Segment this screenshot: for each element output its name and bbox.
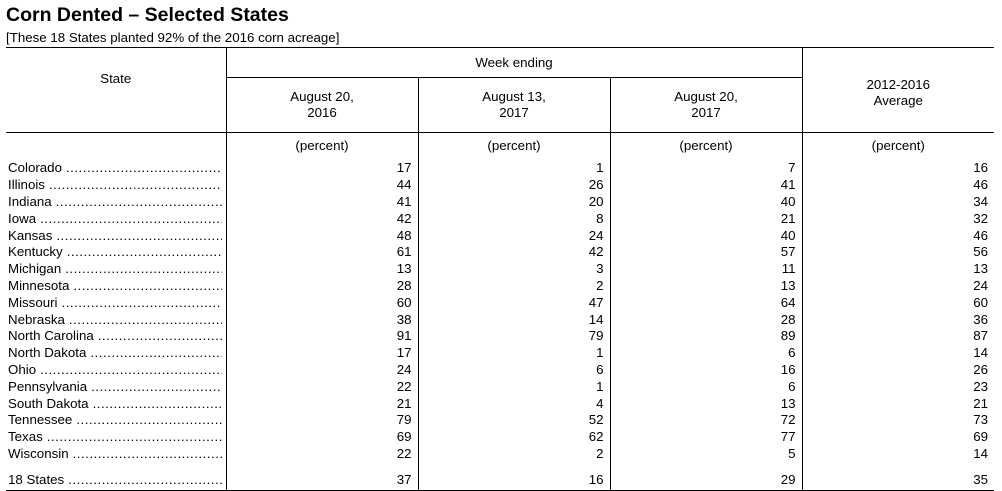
- dot-leader: [98, 328, 222, 344]
- value-cell: 13: [226, 261, 418, 278]
- spacer-row: [6, 462, 994, 472]
- value-cell: 73: [973, 412, 988, 428]
- page-title: Corn Dented – Selected States: [6, 4, 289, 26]
- state-name-cell: [6, 294, 226, 311]
- dot-leader: [91, 379, 221, 395]
- value-cell: 91: [226, 328, 418, 345]
- value-cell: 57: [610, 244, 802, 261]
- value-cell: 21: [973, 395, 988, 411]
- value-cell: 60: [973, 294, 988, 310]
- state-name-cell: [6, 278, 226, 295]
- dot-leader: [69, 312, 222, 328]
- value-cell: 32: [973, 210, 988, 226]
- state-name-cell: [6, 311, 226, 328]
- value-cell: 36: [973, 311, 988, 327]
- value-cell: 61: [226, 244, 418, 261]
- value-cell: 40: [610, 227, 802, 244]
- state-name: 18 States: [8, 472, 65, 488]
- value-cell: 13: [973, 261, 988, 277]
- value-cell: 69: [973, 429, 988, 445]
- value-cell: 89: [610, 328, 802, 345]
- table-row: [6, 446, 994, 463]
- value-cell: 1: [418, 160, 610, 177]
- state-name-cell: [6, 345, 226, 362]
- table-row: [6, 261, 994, 278]
- total-value-cell: 16: [418, 472, 610, 491]
- dot-leader: [67, 244, 222, 260]
- value-cell: 24: [226, 362, 418, 379]
- table-row: [6, 345, 994, 362]
- dot-leader: [62, 295, 222, 311]
- value-cell: 87: [973, 328, 988, 344]
- value-cell: 64: [610, 294, 802, 311]
- dot-leader: [93, 396, 222, 412]
- value-cell: 6: [610, 378, 802, 395]
- table-row: [6, 328, 994, 345]
- date-header-1-line1: August 20,: [290, 89, 354, 105]
- value-cell: 13: [610, 278, 802, 295]
- value-cell: 38: [226, 311, 418, 328]
- value-cell: 47: [418, 294, 610, 311]
- state-name: Nebraska: [8, 311, 65, 327]
- state-name: Minnesota: [8, 277, 70, 293]
- table-row: [6, 362, 994, 379]
- table-row: [6, 429, 994, 446]
- value-cell: 56: [973, 244, 988, 260]
- dot-leader: [40, 211, 221, 227]
- state-name: Tennessee: [8, 412, 73, 428]
- average-header-line2: Average: [873, 93, 923, 108]
- value-cell: 79: [418, 328, 610, 345]
- value-cell: 2: [418, 446, 610, 463]
- state-name-cell: [6, 412, 226, 429]
- state-name: Iowa: [8, 210, 37, 226]
- state-name-cell: [6, 177, 226, 194]
- state-name-cell: [6, 446, 226, 463]
- value-cell: 69: [226, 429, 418, 446]
- state-name: North Dakota: [8, 345, 87, 361]
- value-cell: 7: [610, 160, 802, 177]
- dot-leader: [73, 278, 221, 294]
- total-value-cell: 35: [802, 472, 994, 491]
- date-column-header-2: [418, 78, 610, 133]
- value-cell: 1: [418, 378, 610, 395]
- value-cell: 26: [973, 361, 988, 377]
- value-cell: 41: [610, 177, 802, 194]
- spacer-cell: [802, 462, 994, 472]
- value-cell: 24: [418, 227, 610, 244]
- state-name: Illinois: [8, 177, 45, 193]
- state-column-header: State: [6, 48, 226, 133]
- value-cell: 62: [418, 429, 610, 446]
- state-name-cell: [6, 429, 226, 446]
- value-cell: 21: [610, 210, 802, 227]
- value-cell: 4: [418, 395, 610, 412]
- state-name: Missouri: [8, 294, 58, 310]
- value-cell: 6: [418, 362, 610, 379]
- value-cell: 11: [610, 261, 802, 278]
- table-row: [6, 278, 994, 295]
- total-row: [6, 472, 994, 491]
- table-row: [6, 210, 994, 227]
- table-row: [6, 378, 994, 395]
- table-row: [6, 160, 994, 177]
- value-cell: 26: [418, 177, 610, 194]
- value-cell: 52: [418, 412, 610, 429]
- value-cell: 3: [418, 261, 610, 278]
- state-name: South Dakota: [8, 395, 89, 411]
- state-name: Michigan: [8, 261, 62, 277]
- value-cell: 72: [610, 412, 802, 429]
- value-cell: 14: [418, 311, 610, 328]
- spacer-cell: [6, 462, 226, 472]
- value-cell: 24: [973, 277, 988, 293]
- value-cell: 8: [418, 210, 610, 227]
- value-cell: 22: [226, 446, 418, 463]
- total-value-cell: 37: [226, 472, 418, 491]
- dot-leader: [90, 345, 221, 361]
- state-name-cell: [6, 472, 226, 491]
- value-cell: 46: [973, 177, 988, 193]
- dot-leader: [47, 429, 222, 445]
- value-cell: 17: [226, 160, 418, 177]
- value-cell: 21: [226, 395, 418, 412]
- value-cell: 42: [418, 244, 610, 261]
- date-column-header-3: [610, 78, 802, 133]
- value-cell: 6: [610, 345, 802, 362]
- table-row: [6, 227, 994, 244]
- value-cell: 5: [610, 446, 802, 463]
- value-cell: 34: [973, 193, 988, 209]
- value-cell: 23: [973, 378, 988, 394]
- value-cell: 79: [226, 412, 418, 429]
- state-name-cell: [6, 378, 226, 395]
- value-cell: 2: [418, 278, 610, 295]
- value-cell: 22: [226, 378, 418, 395]
- state-name-cell: [6, 227, 226, 244]
- units-cell: (percent): [871, 138, 925, 153]
- spacer-cell: [418, 462, 610, 472]
- date-header-3-line2: 2017: [691, 105, 721, 121]
- date-header-1-line2: 2016: [307, 105, 337, 121]
- value-cell: 48: [226, 227, 418, 244]
- value-cell: 42: [226, 210, 418, 227]
- state-name: North Carolina: [8, 328, 94, 344]
- state-name: Kansas: [8, 227, 53, 243]
- date-header-3-line1: August 20,: [674, 89, 738, 105]
- table-row: [6, 395, 994, 412]
- value-cell: 1: [418, 345, 610, 362]
- date-header-2-line1: August 13,: [482, 89, 546, 105]
- value-cell: 16: [610, 362, 802, 379]
- average-column-header: [802, 48, 994, 133]
- date-header-2-line2: 2017: [499, 105, 529, 121]
- state-name-cell: [6, 194, 226, 211]
- table-row: [6, 244, 994, 261]
- value-cell: 41: [226, 194, 418, 211]
- state-name: Wisconsin: [8, 445, 69, 461]
- state-name-cell: [6, 328, 226, 345]
- spacer-cell: [226, 462, 418, 472]
- value-cell: 28: [610, 311, 802, 328]
- value-cell: 16: [973, 160, 988, 176]
- value-cell: 60: [226, 294, 418, 311]
- table-row: [6, 177, 994, 194]
- dot-leader: [56, 228, 221, 244]
- table-row: [6, 412, 994, 429]
- value-cell: 20: [418, 194, 610, 211]
- value-cell: 28: [226, 278, 418, 295]
- table-row: [6, 194, 994, 211]
- value-cell: 46: [973, 227, 988, 243]
- value-cell: 13: [610, 395, 802, 412]
- state-name: Colorado: [8, 160, 62, 176]
- state-name-cell: [6, 395, 226, 412]
- state-name: Pennsylvania: [8, 378, 88, 394]
- state-name: Texas: [8, 429, 43, 445]
- state-name: Indiana: [8, 193, 52, 209]
- value-cell: 40: [610, 194, 802, 211]
- state-name: Ohio: [8, 361, 37, 377]
- dot-leader: [40, 362, 221, 378]
- units-cell: (percent): [418, 133, 610, 161]
- state-name-cell: [6, 261, 226, 278]
- average-header-line1: 2012-2016: [866, 77, 931, 92]
- value-cell: 14: [973, 345, 988, 361]
- state-name-cell: [6, 160, 226, 177]
- value-cell: 17: [226, 345, 418, 362]
- week-ending-header: Week ending: [226, 48, 802, 78]
- dot-leader: [73, 446, 222, 462]
- units-cell: (percent): [610, 133, 802, 161]
- corn-dented-table: [6, 47, 994, 491]
- total-value-cell: 29: [610, 472, 802, 491]
- units-cell-state: [6, 133, 226, 161]
- table-row: [6, 294, 994, 311]
- state-name-cell: [6, 210, 226, 227]
- dot-leader: [65, 261, 221, 277]
- state-name-cell: [6, 244, 226, 261]
- units-cell: (percent): [226, 133, 418, 161]
- state-name-cell: [6, 362, 226, 379]
- state-name: Kentucky: [8, 244, 63, 260]
- page-subtitle: [These 18 States planted 92% of the 2016 corn acreage]: [6, 30, 340, 45]
- table-row: [6, 311, 994, 328]
- dot-leader: [66, 160, 222, 176]
- spacer-cell: [610, 462, 802, 472]
- dot-leader: [49, 177, 222, 193]
- date-column-header-1: [226, 78, 418, 133]
- dot-leader: [68, 472, 221, 488]
- value-cell: 77: [610, 429, 802, 446]
- dot-leader: [56, 194, 222, 210]
- value-cell: 44: [226, 177, 418, 194]
- dot-leader: [76, 412, 221, 428]
- units-row: [6, 133, 994, 161]
- value-cell: 14: [973, 445, 988, 461]
